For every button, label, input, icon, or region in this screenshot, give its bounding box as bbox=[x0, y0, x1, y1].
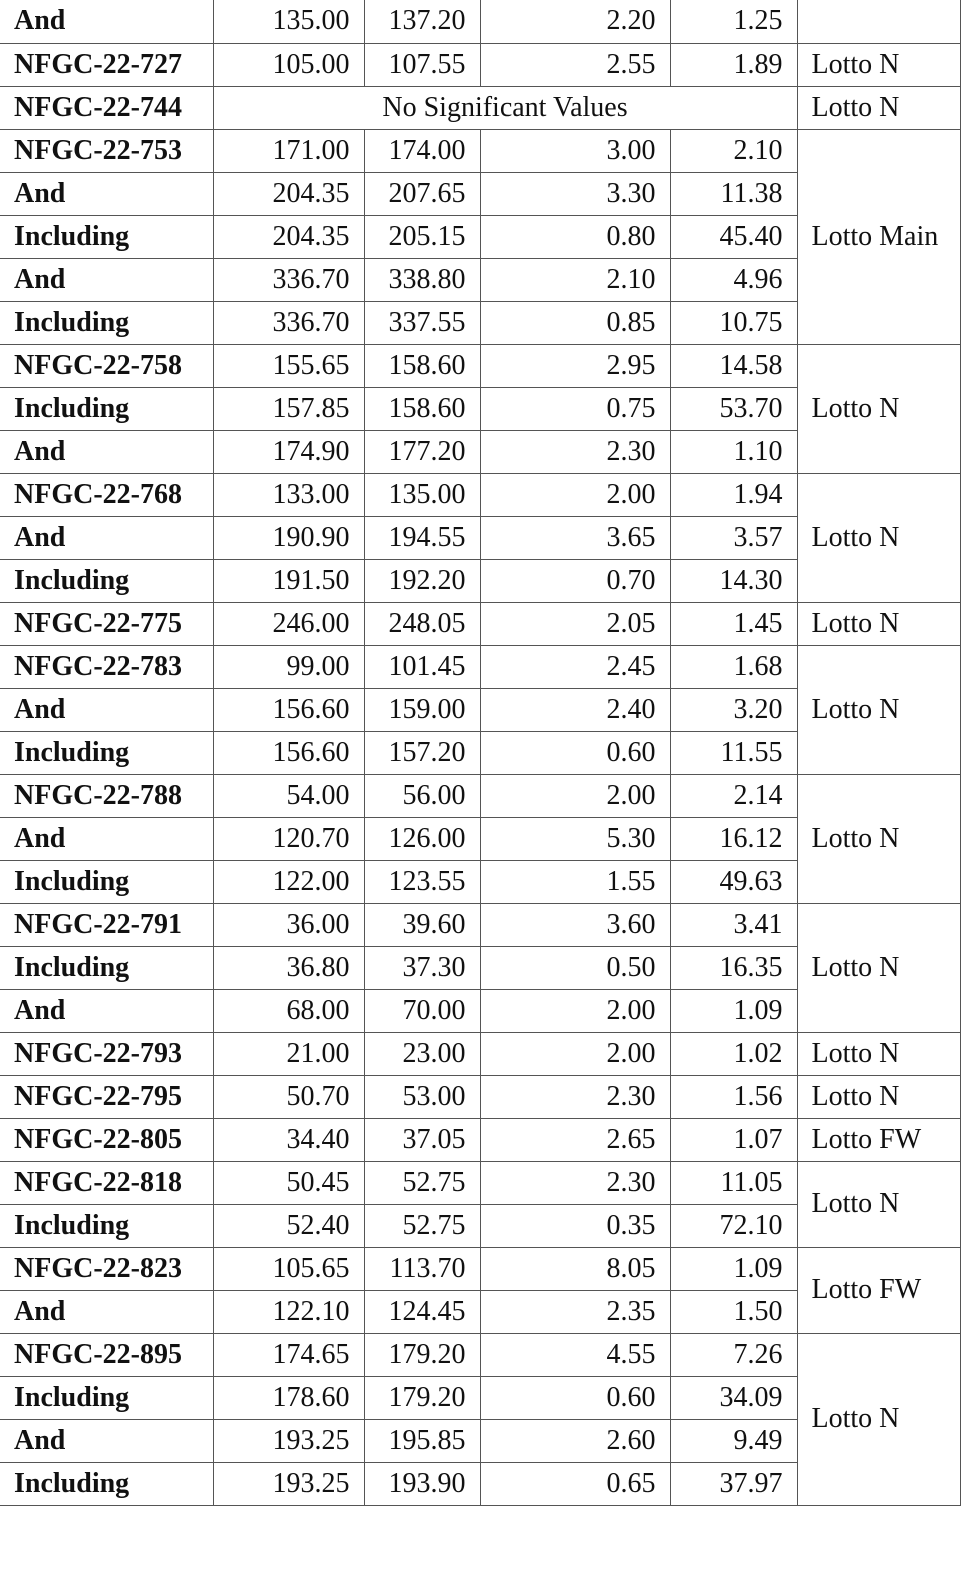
length-cell: 0.60 bbox=[480, 1376, 670, 1419]
grade-cell: 10.75 bbox=[670, 301, 797, 344]
length-cell: 2.45 bbox=[480, 645, 670, 688]
hole-id-cell: And bbox=[0, 1290, 213, 1333]
table-row bbox=[0, 129, 960, 172]
from-cell: 157.85 bbox=[213, 387, 364, 430]
to-cell: 39.60 bbox=[364, 903, 480, 946]
zone-cell: Lotto N bbox=[797, 602, 960, 645]
table-row bbox=[0, 1247, 960, 1290]
zone-cell: Lotto FW bbox=[797, 1118, 960, 1161]
length-cell: 0.75 bbox=[480, 387, 670, 430]
from-cell: 54.00 bbox=[213, 774, 364, 817]
to-cell: 52.75 bbox=[364, 1161, 480, 1204]
zone-cell: Lotto N bbox=[797, 1161, 960, 1247]
length-cell: 2.30 bbox=[480, 1161, 670, 1204]
grade-cell: 16.12 bbox=[670, 817, 797, 860]
zone-cell: Lotto N bbox=[797, 86, 960, 129]
grade-cell: 16.35 bbox=[670, 946, 797, 989]
hole-id-cell: Including bbox=[0, 301, 213, 344]
length-cell: 1.55 bbox=[480, 860, 670, 903]
grade-cell: 1.02 bbox=[670, 1032, 797, 1075]
hole-id-cell: NFGC-22-753 bbox=[0, 129, 213, 172]
length-cell: 2.60 bbox=[480, 1419, 670, 1462]
grade-cell: 2.10 bbox=[670, 129, 797, 172]
table-row bbox=[0, 43, 960, 86]
grade-cell: 1.10 bbox=[670, 430, 797, 473]
from-cell: 155.65 bbox=[213, 344, 364, 387]
from-cell: 191.50 bbox=[213, 559, 364, 602]
hole-id-cell: Including bbox=[0, 860, 213, 903]
length-cell: 2.55 bbox=[480, 43, 670, 86]
grade-cell: 72.10 bbox=[670, 1204, 797, 1247]
length-cell: 2.00 bbox=[480, 774, 670, 817]
hole-id-cell: Including bbox=[0, 387, 213, 430]
grade-cell: 1.56 bbox=[670, 1075, 797, 1118]
zone-cell: Lotto Main bbox=[797, 129, 960, 344]
length-cell: 3.00 bbox=[480, 129, 670, 172]
to-cell: 159.00 bbox=[364, 688, 480, 731]
from-cell: 193.25 bbox=[213, 1419, 364, 1462]
hole-id-cell: And bbox=[0, 1419, 213, 1462]
length-cell: 2.65 bbox=[480, 1118, 670, 1161]
grade-cell: 3.57 bbox=[670, 516, 797, 559]
to-cell: 205.15 bbox=[364, 215, 480, 258]
grade-cell: 1.68 bbox=[670, 645, 797, 688]
from-cell: 336.70 bbox=[213, 301, 364, 344]
length-cell: 2.30 bbox=[480, 1075, 670, 1118]
to-cell: 52.75 bbox=[364, 1204, 480, 1247]
length-cell: 0.50 bbox=[480, 946, 670, 989]
hole-id-cell: And bbox=[0, 989, 213, 1032]
hole-id-cell: NFGC-22-793 bbox=[0, 1032, 213, 1075]
hole-id-cell: And bbox=[0, 430, 213, 473]
table-row bbox=[0, 1118, 960, 1161]
table-row bbox=[0, 1161, 960, 1204]
length-cell: 2.40 bbox=[480, 688, 670, 731]
grade-cell: 53.70 bbox=[670, 387, 797, 430]
from-cell: 36.80 bbox=[213, 946, 364, 989]
grade-cell: 7.26 bbox=[670, 1333, 797, 1376]
table-row bbox=[0, 602, 960, 645]
grade-cell: 1.07 bbox=[670, 1118, 797, 1161]
zone-cell: Lotto N bbox=[797, 1032, 960, 1075]
to-cell: 123.55 bbox=[364, 860, 480, 903]
from-cell: 50.45 bbox=[213, 1161, 364, 1204]
from-cell: 105.00 bbox=[213, 43, 364, 86]
to-cell: 37.30 bbox=[364, 946, 480, 989]
to-cell: 158.60 bbox=[364, 344, 480, 387]
length-cell: 2.30 bbox=[480, 430, 670, 473]
hole-id-cell: Including bbox=[0, 559, 213, 602]
to-cell: 23.00 bbox=[364, 1032, 480, 1075]
length-cell: 2.10 bbox=[480, 258, 670, 301]
from-cell: 99.00 bbox=[213, 645, 364, 688]
zone-cell: Lotto N bbox=[797, 645, 960, 774]
grade-cell: 1.09 bbox=[670, 1247, 797, 1290]
from-cell: 50.70 bbox=[213, 1075, 364, 1118]
hole-id-cell: NFGC-22-818 bbox=[0, 1161, 213, 1204]
hole-id-cell: Including bbox=[0, 1462, 213, 1505]
table-row bbox=[0, 645, 960, 688]
from-cell: 133.00 bbox=[213, 473, 364, 516]
zone-cell: Lotto N bbox=[797, 344, 960, 473]
to-cell: 194.55 bbox=[364, 516, 480, 559]
to-cell: 338.80 bbox=[364, 258, 480, 301]
from-cell: 52.40 bbox=[213, 1204, 364, 1247]
length-cell: 2.00 bbox=[480, 1032, 670, 1075]
from-cell: 105.65 bbox=[213, 1247, 364, 1290]
grade-cell: 14.58 bbox=[670, 344, 797, 387]
length-cell: 0.70 bbox=[480, 559, 670, 602]
grade-cell: 14.30 bbox=[670, 559, 797, 602]
from-cell: 21.00 bbox=[213, 1032, 364, 1075]
hole-id-cell: And bbox=[0, 0, 213, 43]
hole-id-cell: Including bbox=[0, 946, 213, 989]
from-cell: 36.00 bbox=[213, 903, 364, 946]
hole-id-cell: NFGC-22-805 bbox=[0, 1118, 213, 1161]
hole-id-cell: NFGC-22-783 bbox=[0, 645, 213, 688]
length-cell: 0.85 bbox=[480, 301, 670, 344]
to-cell: 193.90 bbox=[364, 1462, 480, 1505]
length-cell: 2.35 bbox=[480, 1290, 670, 1333]
hole-id-cell: And bbox=[0, 688, 213, 731]
from-cell: 156.60 bbox=[213, 688, 364, 731]
length-cell: 8.05 bbox=[480, 1247, 670, 1290]
from-cell: 174.90 bbox=[213, 430, 364, 473]
length-cell: 2.20 bbox=[480, 0, 670, 43]
length-cell: 2.95 bbox=[480, 344, 670, 387]
to-cell: 126.00 bbox=[364, 817, 480, 860]
zone-cell: Lotto N bbox=[797, 1075, 960, 1118]
length-cell: 4.55 bbox=[480, 1333, 670, 1376]
length-cell: 2.00 bbox=[480, 989, 670, 1032]
to-cell: 37.05 bbox=[364, 1118, 480, 1161]
length-cell: 3.60 bbox=[480, 903, 670, 946]
table-row bbox=[0, 1333, 960, 1376]
grade-cell: 34.09 bbox=[670, 1376, 797, 1419]
zone-cell: Lotto N bbox=[797, 903, 960, 1032]
from-cell: 122.10 bbox=[213, 1290, 364, 1333]
from-cell: 122.00 bbox=[213, 860, 364, 903]
to-cell: 101.45 bbox=[364, 645, 480, 688]
to-cell: 113.70 bbox=[364, 1247, 480, 1290]
from-cell: 174.65 bbox=[213, 1333, 364, 1376]
from-cell: 34.40 bbox=[213, 1118, 364, 1161]
to-cell: 337.55 bbox=[364, 301, 480, 344]
from-cell: 204.35 bbox=[213, 172, 364, 215]
from-cell: 135.00 bbox=[213, 0, 364, 43]
grade-cell: 11.55 bbox=[670, 731, 797, 774]
length-cell: 0.65 bbox=[480, 1462, 670, 1505]
hole-id-cell: Including bbox=[0, 215, 213, 258]
grade-cell: 11.05 bbox=[670, 1161, 797, 1204]
hole-id-cell: And bbox=[0, 258, 213, 301]
grade-cell: 4.96 bbox=[670, 258, 797, 301]
grade-cell: 1.89 bbox=[670, 43, 797, 86]
table-row bbox=[0, 473, 960, 516]
table-row bbox=[0, 1032, 960, 1075]
note-cell: No Significant Values bbox=[213, 86, 797, 129]
from-cell: 190.90 bbox=[213, 516, 364, 559]
length-cell: 3.30 bbox=[480, 172, 670, 215]
to-cell: 158.60 bbox=[364, 387, 480, 430]
to-cell: 179.20 bbox=[364, 1333, 480, 1376]
from-cell: 193.25 bbox=[213, 1462, 364, 1505]
grade-cell: 45.40 bbox=[670, 215, 797, 258]
zone-cell: Lotto N bbox=[797, 43, 960, 86]
hole-id-cell: Including bbox=[0, 731, 213, 774]
hole-id-cell: And bbox=[0, 172, 213, 215]
hole-id-cell: NFGC-22-788 bbox=[0, 774, 213, 817]
table-row bbox=[0, 1075, 960, 1118]
from-cell: 204.35 bbox=[213, 215, 364, 258]
to-cell: 70.00 bbox=[364, 989, 480, 1032]
grade-cell: 3.20 bbox=[670, 688, 797, 731]
table-row bbox=[0, 774, 960, 817]
table-row bbox=[0, 0, 960, 43]
hole-id-cell: NFGC-22-823 bbox=[0, 1247, 213, 1290]
to-cell: 248.05 bbox=[364, 602, 480, 645]
grade-cell: 11.38 bbox=[670, 172, 797, 215]
to-cell: 157.20 bbox=[364, 731, 480, 774]
to-cell: 56.00 bbox=[364, 774, 480, 817]
grade-cell: 1.94 bbox=[670, 473, 797, 516]
zone-cell: Lotto N bbox=[797, 774, 960, 903]
to-cell: 53.00 bbox=[364, 1075, 480, 1118]
hole-id-cell: NFGC-22-775 bbox=[0, 602, 213, 645]
hole-id-cell: Including bbox=[0, 1376, 213, 1419]
grade-cell: 1.45 bbox=[670, 602, 797, 645]
to-cell: 207.65 bbox=[364, 172, 480, 215]
zone-cell: Lotto FW bbox=[797, 1247, 960, 1333]
table-row bbox=[0, 86, 960, 129]
hole-id-cell: Including bbox=[0, 1204, 213, 1247]
hole-id-cell: NFGC-22-744 bbox=[0, 86, 213, 129]
grade-cell: 49.63 bbox=[670, 860, 797, 903]
grade-cell: 37.97 bbox=[670, 1462, 797, 1505]
grade-cell: 2.14 bbox=[670, 774, 797, 817]
zone-cell: Lotto N bbox=[797, 473, 960, 602]
length-cell: 0.80 bbox=[480, 215, 670, 258]
from-cell: 336.70 bbox=[213, 258, 364, 301]
hole-id-cell: NFGC-22-758 bbox=[0, 344, 213, 387]
to-cell: 192.20 bbox=[364, 559, 480, 602]
length-cell: 3.65 bbox=[480, 516, 670, 559]
length-cell: 5.30 bbox=[480, 817, 670, 860]
to-cell: 137.20 bbox=[364, 0, 480, 43]
from-cell: 156.60 bbox=[213, 731, 364, 774]
hole-id-cell: And bbox=[0, 516, 213, 559]
length-cell: 2.05 bbox=[480, 602, 670, 645]
hole-id-cell: NFGC-22-895 bbox=[0, 1333, 213, 1376]
hole-id-cell: NFGC-22-768 bbox=[0, 473, 213, 516]
zone-cell bbox=[797, 0, 960, 43]
length-cell: 0.60 bbox=[480, 731, 670, 774]
grade-cell: 1.09 bbox=[670, 989, 797, 1032]
to-cell: 177.20 bbox=[364, 430, 480, 473]
to-cell: 195.85 bbox=[364, 1419, 480, 1462]
grade-cell: 3.41 bbox=[670, 903, 797, 946]
hole-id-cell: NFGC-22-727 bbox=[0, 43, 213, 86]
zone-cell: Lotto N bbox=[797, 1333, 960, 1505]
to-cell: 135.00 bbox=[364, 473, 480, 516]
length-cell: 2.00 bbox=[480, 473, 670, 516]
grade-cell: 1.25 bbox=[670, 0, 797, 43]
table-row bbox=[0, 903, 960, 946]
from-cell: 171.00 bbox=[213, 129, 364, 172]
table-row bbox=[0, 344, 960, 387]
hole-id-cell: NFGC-22-795 bbox=[0, 1075, 213, 1118]
from-cell: 68.00 bbox=[213, 989, 364, 1032]
hole-id-cell: NFGC-22-791 bbox=[0, 903, 213, 946]
from-cell: 120.70 bbox=[213, 817, 364, 860]
from-cell: 246.00 bbox=[213, 602, 364, 645]
length-cell: 0.35 bbox=[480, 1204, 670, 1247]
to-cell: 174.00 bbox=[364, 129, 480, 172]
grade-cell: 9.49 bbox=[670, 1419, 797, 1462]
to-cell: 179.20 bbox=[364, 1376, 480, 1419]
from-cell: 178.60 bbox=[213, 1376, 364, 1419]
hole-id-cell: And bbox=[0, 817, 213, 860]
grade-cell: 1.50 bbox=[670, 1290, 797, 1333]
to-cell: 124.45 bbox=[364, 1290, 480, 1333]
to-cell: 107.55 bbox=[364, 43, 480, 86]
